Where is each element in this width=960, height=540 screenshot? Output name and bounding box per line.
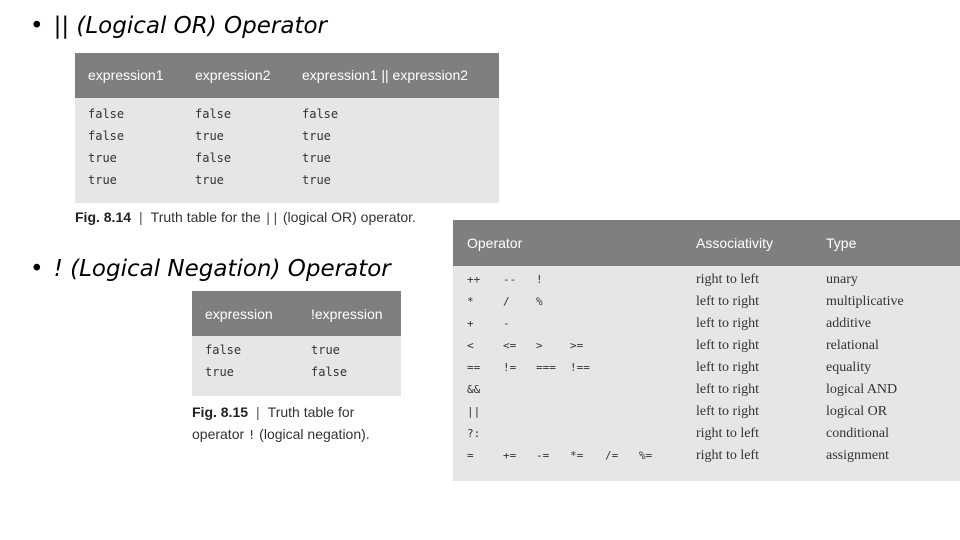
caption-text: Truth table for	[267, 404, 355, 420]
operator-symbol: ||	[467, 405, 481, 418]
precedence-table-body	[453, 266, 960, 468]
table-row	[75, 170, 499, 192]
table-row	[453, 336, 960, 358]
not-truth-table	[192, 291, 401, 396]
or-cell: false	[88, 107, 125, 121]
not-table-caption-line2	[192, 426, 370, 442]
or-cell: false	[88, 129, 125, 143]
or-table-caption	[75, 209, 416, 225]
caption-text: operator	[192, 426, 245, 442]
header-associativity: Associativity	[696, 235, 774, 251]
type-cell: relational	[826, 338, 879, 353]
header-type: Type	[826, 235, 857, 251]
not-table-caption-line1	[192, 404, 354, 420]
caption-code: !	[248, 428, 256, 442]
or-table-body	[75, 98, 499, 192]
table-row	[75, 104, 499, 126]
operator-symbol: %	[536, 295, 543, 308]
operator-symbol: *=	[570, 449, 584, 462]
operator-symbol: ++	[467, 273, 481, 286]
or-cell: true	[302, 151, 331, 165]
bullet-dot: •	[30, 256, 44, 282]
operator-precedence-table	[453, 220, 960, 481]
type-cell: logical AND	[826, 382, 898, 397]
bullet-or-text: || (Logical OR) Operator	[53, 13, 327, 39]
table-row	[453, 380, 960, 402]
associativity-cell: left to right	[696, 382, 759, 397]
operator-symbol: >	[536, 339, 543, 352]
caption-text: (logical negation).	[259, 426, 370, 442]
table-row	[192, 362, 401, 384]
bullet-logical-or	[30, 13, 327, 39]
operator-symbol: ?:	[467, 427, 481, 440]
precedence-table-header	[453, 220, 960, 266]
caption-text: (logical OR) operator.	[282, 209, 416, 225]
associativity-cell: right to left	[696, 448, 759, 463]
or-header-expression2: expression2	[195, 67, 271, 83]
associativity-cell: left to right	[696, 360, 759, 375]
or-cell: false	[195, 107, 232, 121]
operator-symbol: %=	[639, 449, 653, 462]
or-cell: true	[88, 173, 117, 187]
associativity-cell: right to left	[696, 272, 759, 287]
or-table-header	[75, 53, 499, 98]
table-row	[192, 340, 401, 362]
associativity-cell: left to right	[696, 294, 759, 309]
type-cell: logical OR	[826, 404, 888, 419]
or-cell: true	[195, 173, 224, 187]
operator-symbol: !=	[503, 361, 517, 374]
bullet-not-text: ! (Logical Negation) Operator	[53, 256, 391, 282]
operator-symbol: >=	[570, 339, 584, 352]
bullet-logical-negation	[30, 256, 391, 282]
operator-symbol: +=	[503, 449, 517, 462]
operator-symbol: <=	[503, 339, 517, 352]
operator-symbol: *	[467, 295, 474, 308]
operator-symbol: !==	[570, 361, 590, 374]
operator-symbol: =	[467, 449, 474, 462]
not-header-expression: expression	[205, 306, 273, 322]
operator-symbol: -	[503, 317, 510, 330]
bullet-dot: •	[30, 13, 44, 39]
type-cell: multiplicative	[826, 294, 904, 309]
caption-code: ||	[264, 211, 279, 225]
or-cell: true	[302, 129, 331, 143]
operator-symbol: /=	[605, 449, 619, 462]
table-row	[453, 292, 960, 314]
operator-symbol: -=	[536, 449, 550, 462]
not-cell: true	[205, 365, 234, 379]
not-table-header	[192, 291, 401, 336]
type-cell: assignment	[826, 448, 889, 463]
table-row	[453, 314, 960, 336]
table-row	[453, 446, 960, 468]
caption-text: Truth table for the	[150, 209, 261, 225]
table-row	[453, 270, 960, 292]
caption-separator: |	[139, 209, 143, 225]
not-cell: true	[311, 343, 340, 357]
table-row	[453, 402, 960, 424]
not-header-negation: !expression	[311, 306, 383, 322]
operator-symbol: /	[503, 295, 510, 308]
type-cell: additive	[826, 316, 872, 331]
or-header-result: expression1 || expression2	[302, 67, 469, 83]
or-cell: true	[302, 173, 331, 187]
not-cell: false	[311, 365, 348, 379]
type-cell: equality	[826, 360, 872, 375]
type-cell: unary	[826, 272, 858, 287]
associativity-cell: left to right	[696, 338, 759, 353]
operator-symbol: &&	[467, 383, 481, 396]
not-cell: false	[205, 343, 242, 357]
or-cell: true	[195, 129, 224, 143]
or-truth-table	[75, 53, 499, 203]
or-header-expression1: expression1	[88, 67, 164, 83]
caption-fig-label: Fig. 8.15	[192, 404, 249, 420]
operator-symbol: !	[536, 273, 543, 286]
associativity-cell: right to left	[696, 426, 759, 441]
associativity-cell: left to right	[696, 404, 759, 419]
table-row	[75, 126, 499, 148]
operator-symbol: <	[467, 339, 474, 352]
or-cell: true	[88, 151, 117, 165]
or-cell: false	[302, 107, 339, 121]
table-row	[453, 358, 960, 380]
operator-symbol: +	[467, 317, 474, 330]
caption-fig-label: Fig. 8.14	[75, 209, 132, 225]
table-row	[75, 148, 499, 170]
operator-symbol: ==	[467, 361, 481, 374]
caption-separator: |	[256, 404, 260, 420]
table-row	[453, 424, 960, 446]
header-operator: Operator	[467, 235, 523, 251]
not-table-body	[192, 336, 401, 384]
operator-symbol: --	[503, 273, 517, 286]
type-cell: conditional	[826, 426, 889, 441]
associativity-cell: left to right	[696, 316, 759, 331]
or-cell: false	[195, 151, 232, 165]
operator-symbol: ===	[536, 361, 556, 374]
